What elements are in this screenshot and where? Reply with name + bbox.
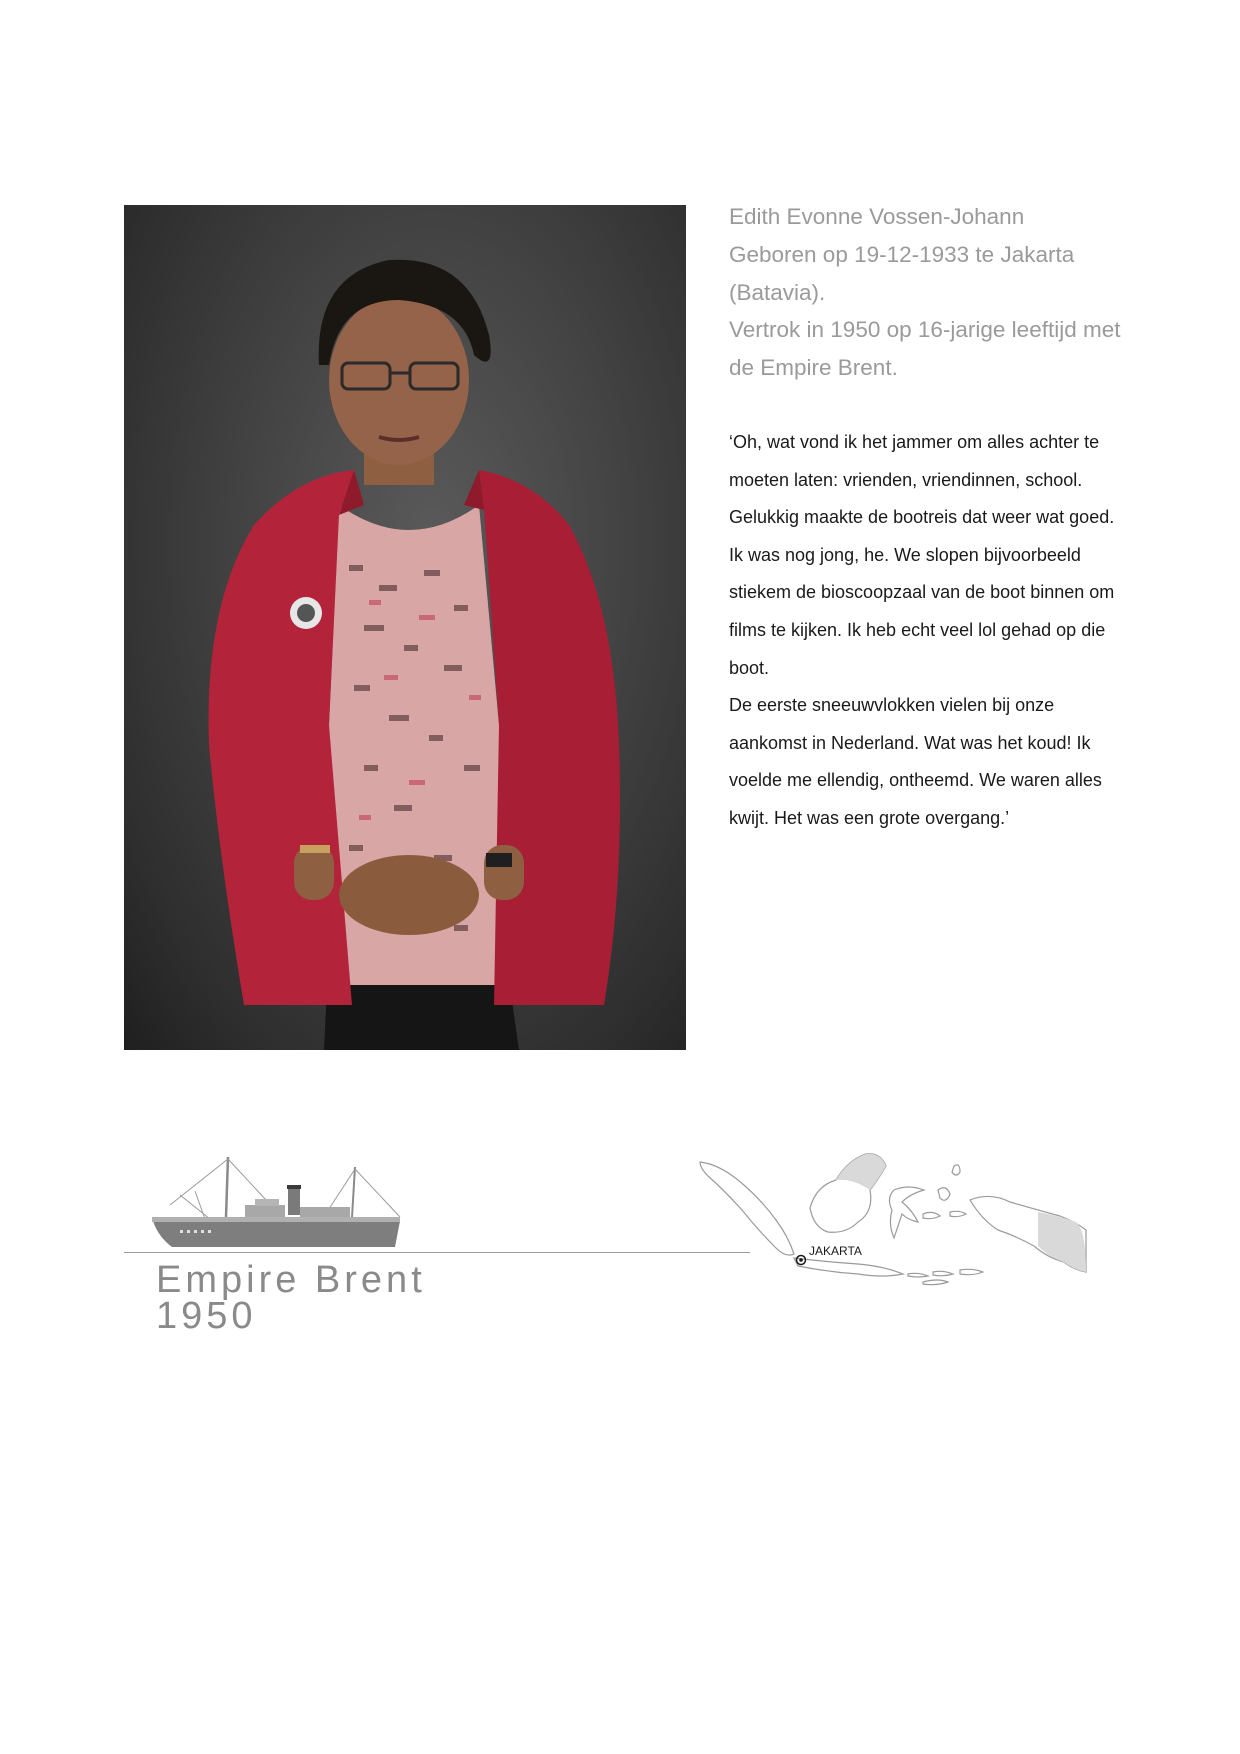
birth-line-2: (Batavia). — [729, 279, 826, 305]
birth-line-1: Geboren op 19-12-1933 te Jakarta — [729, 241, 1075, 267]
departure-line-1: Vertrok in 1950 op 16-jarige leeftijd met — [729, 317, 1121, 343]
indonesia-map — [698, 1150, 1108, 1290]
city-label-jakarta: JAKARTA — [809, 1244, 862, 1258]
quote-line: moeten laten: vrienden, vriendinnen, school. — [729, 469, 1083, 490]
quote-block — [729, 424, 1149, 838]
intro-block — [729, 198, 1149, 387]
person-name: Edith Evonne Vossen-Johann — [729, 204, 1025, 229]
quote-line: De eerste sneeuwvlokken vielen bij onze — [729, 695, 1055, 716]
quote-line: boot. — [729, 657, 770, 678]
quote-line: Ik was nog jong, he. We slopen bijvoorbeeld — [729, 544, 1081, 565]
quote-line: aankomst in Nederland. Wat was het koud! Ik — [729, 732, 1091, 753]
divider-line — [124, 1252, 750, 1253]
quote-line: films te kijken. Ik heb echt veel lol gehad op die — [729, 619, 1106, 640]
portrait-photo — [124, 205, 686, 1050]
quote-line: voelde me ellendig, ontheemd. We waren alles — [729, 770, 1102, 791]
portrait-illustration — [124, 205, 686, 1050]
quote-line: ‘Oh, wat vond ik het jammer om alles achter te — [729, 432, 1100, 452]
quote-line: stiekem de bioscoopzaal van de boot binnen om — [729, 582, 1115, 603]
quote-line: Gelukkig maakte de bootreis dat weer wat goed. — [729, 507, 1115, 528]
ship-name: Empire Brent — [156, 1259, 426, 1301]
quote-line: kwijt. Het was een grote overgang.’ — [729, 807, 1010, 828]
ship-year: 1950 — [156, 1295, 257, 1337]
departure-line-2: de Empire Brent. — [729, 355, 898, 381]
ship-icon — [150, 1155, 410, 1251]
